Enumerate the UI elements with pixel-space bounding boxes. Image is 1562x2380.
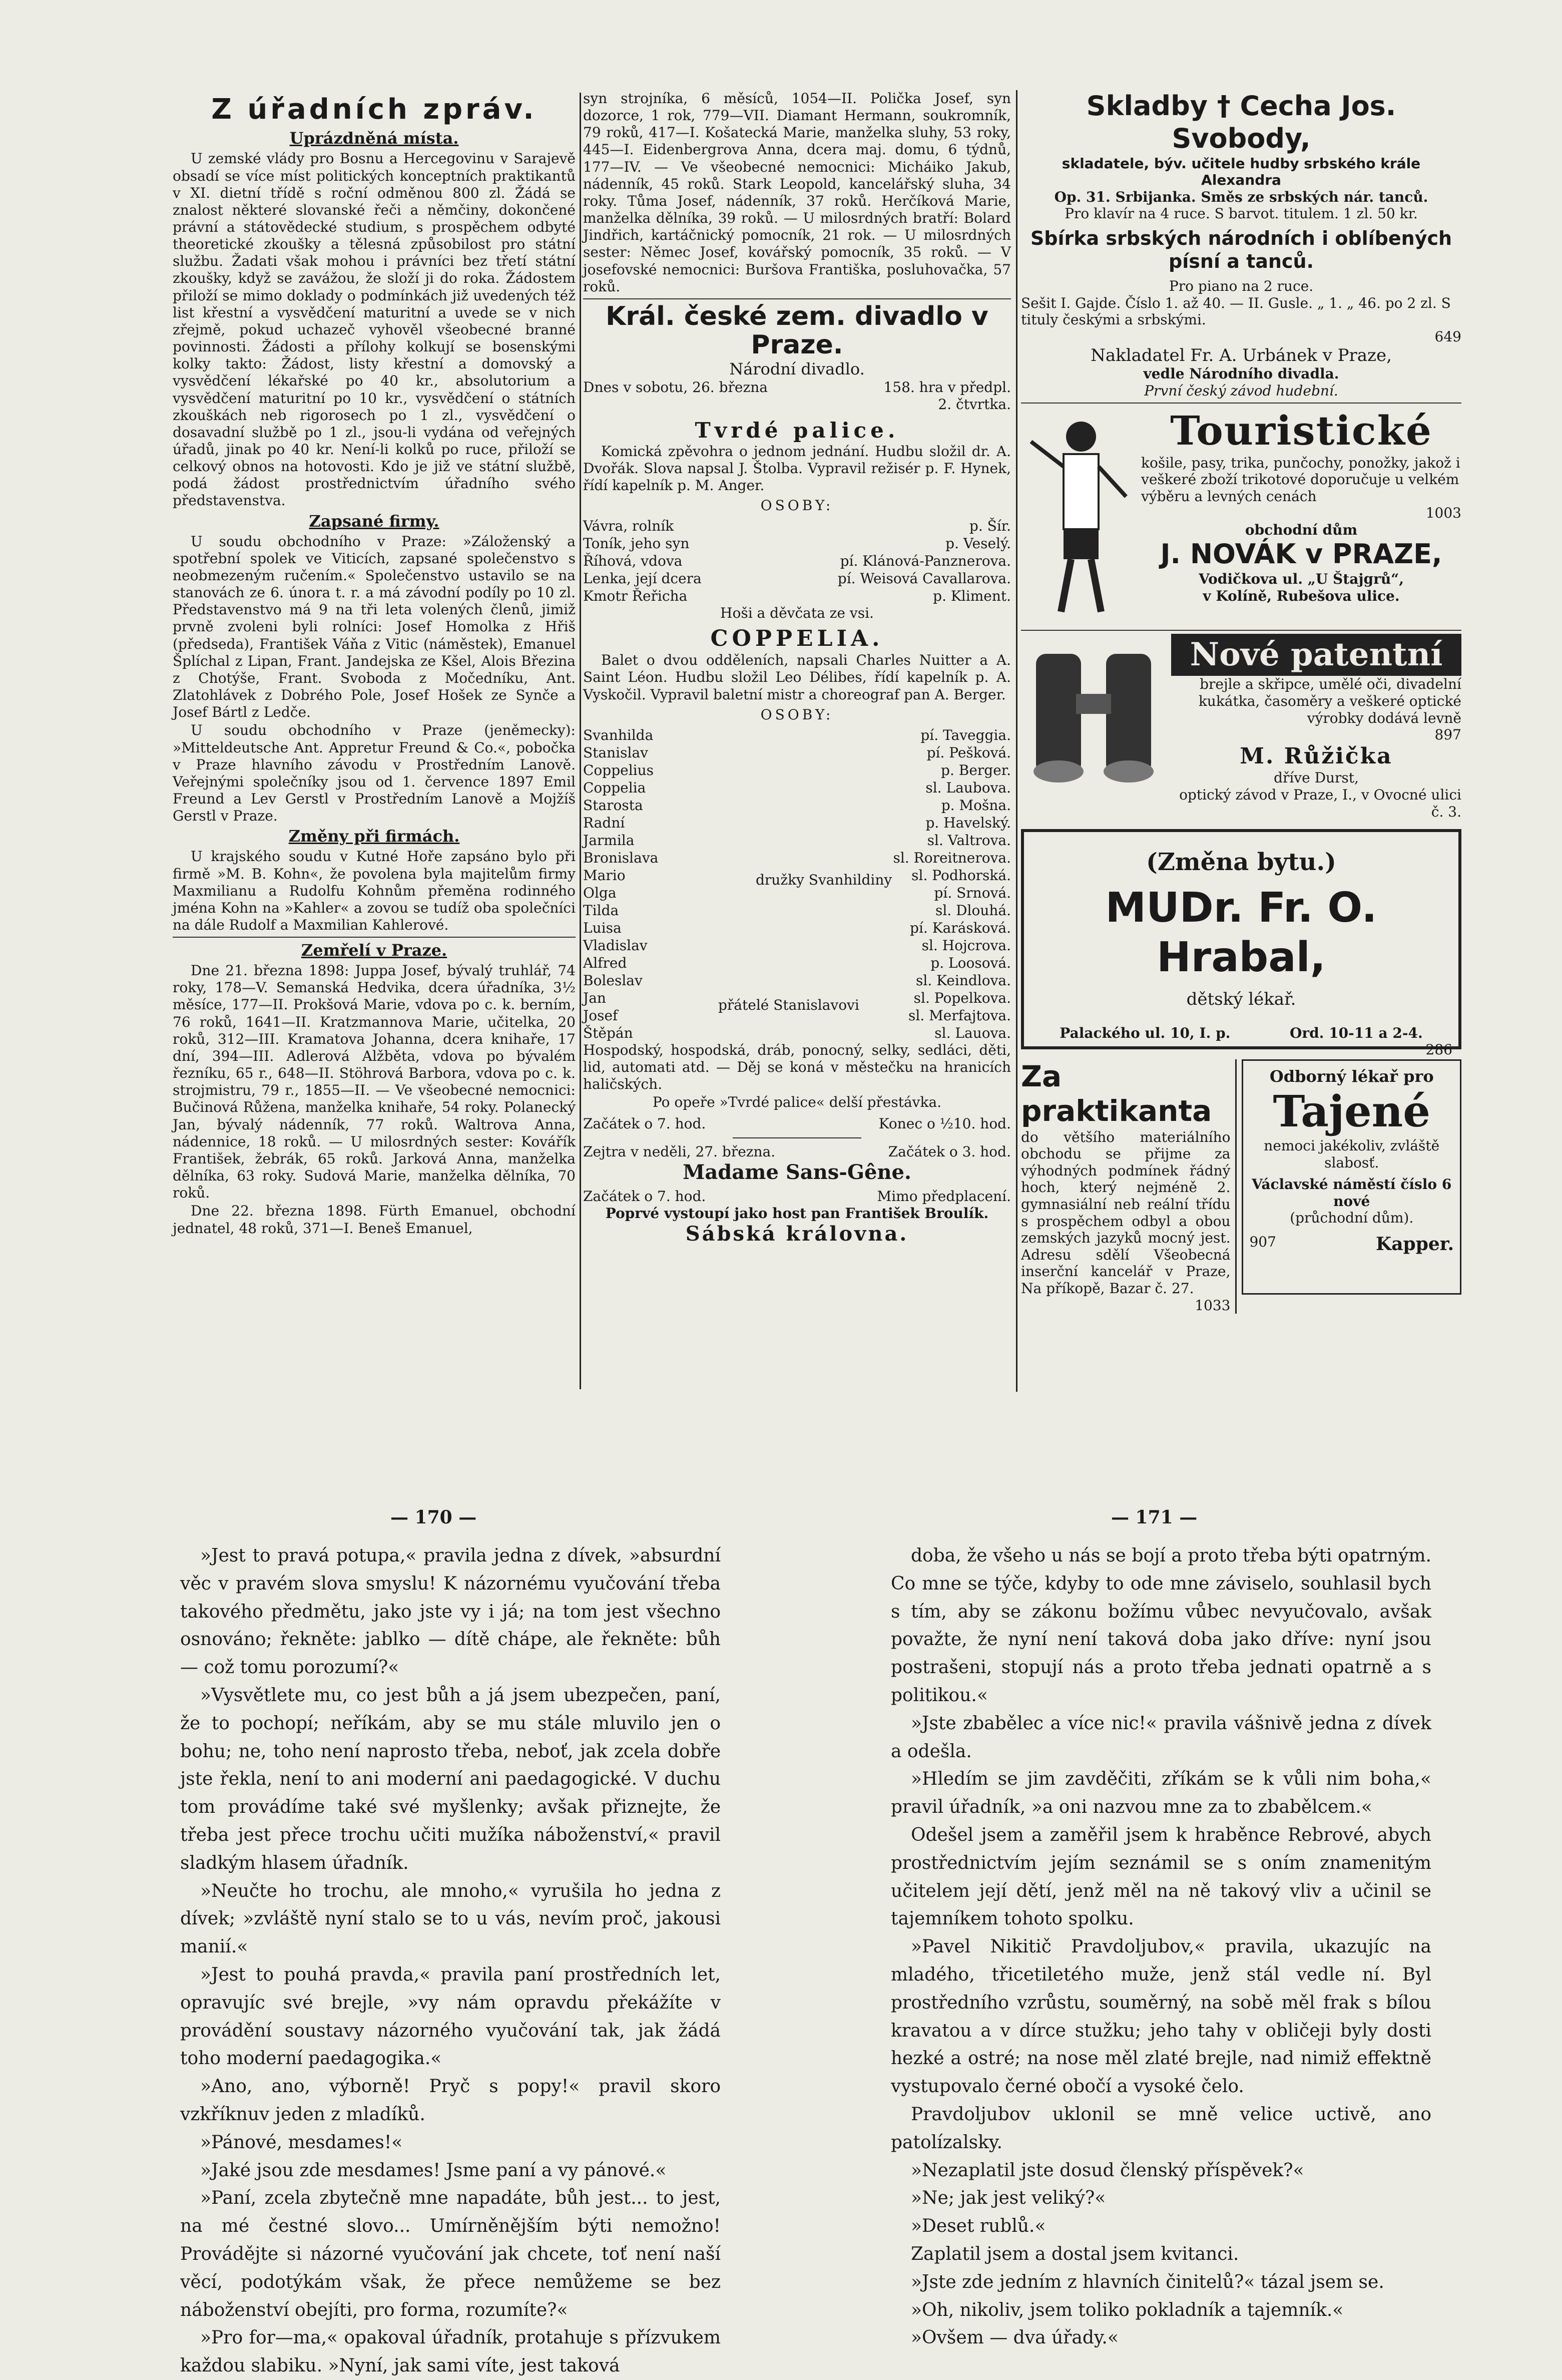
play2-title: COPPELIA. — [710, 625, 884, 651]
start-line-1 — [583, 1115, 1011, 1132]
cast-role: Jan — [583, 989, 606, 1006]
theatre-title: Král. české zem. divadlo v Praze. — [606, 301, 988, 360]
cast-role: Kmotr Řeřicha — [583, 588, 688, 605]
deaths-continued: syn strojníka, 6 měsíců, 1054—II. Polička Josef, syn dozorce, 1 rok, 779—VII. Diamant Hermann, soukromník, 79 roků, 417—I. Košatecká Marie, manželka sluhy, 53 roky, 445—I. Eidenbergrova Anna, dcera maj. domu, 6 týdnů, 177—IV. — Ve všeobecné nemocnici: Micháiko Jakub, nádenník, 45 roků. Stark Leopold, kancelářský sluha, 34 roky. Tůma Josef, nádenník, 37 roků. Herčíková Marie, manželka dělníka, 39 roků. — U milosrdných bratří: Bolard Jindřich, kartáčnický pomocník, 21 rok. — U milosrdných sester: Němec Josef, kovářský pomocník, 35 roků. — V josefovské nemocnici: Buršova Františka, posluhovačka, 57 roků. — [583, 90, 1011, 295]
story-paragraph: Zaplatil jsem a dostal jsem kvitanci. — [911, 2243, 1239, 2264]
ad-svoboda-publisher: Nakladatel Fr. A. Urbánek v Praze, — [1091, 345, 1392, 365]
ad-praktikant-num: 1033 — [1195, 1297, 1231, 1314]
cast-actor: sl. Roreitnerova. — [893, 849, 1011, 866]
divider — [733, 1137, 861, 1138]
story-paragraph: »Pro for—ma,« opakoval úřadník, protahuje s přízvukem každou slabiku. »Nyní, jak sami víte, jest taková — [180, 2327, 721, 2376]
section-title: Z úřadních zpráv. — [211, 93, 537, 126]
ad-hrabal-num: 286 — [1425, 1041, 1452, 1058]
cast2-row — [583, 814, 1011, 832]
ad-svoboda-sub: skladatele, býv. učitele hudby srbského krále Alexandra — [1062, 155, 1421, 189]
cast-actor: p. Havelský. — [925, 814, 1011, 831]
cast-role: Vávra, rolník — [583, 518, 674, 535]
ad-ruzicka-formerly: dříve Durst, — [1274, 769, 1359, 786]
theatre-subtitle: Národní divadlo. — [729, 359, 865, 379]
ad-kapper — [1242, 1059, 1461, 1295]
ad-svoboda-items: Sešit I. Gajde. Číslo 1. až 40. — II. Gusle. „ 1. „ 46. po 2 zl. S tituly českými a srbskými. — [1021, 294, 1451, 328]
ad-hrabal-addr: Palackého ul. 10, I. p. — [1060, 1024, 1231, 1041]
ad-novak-branch: v Kolíně, Rubešova ulice. — [1203, 587, 1400, 604]
cast2-row — [583, 919, 1011, 937]
vacancies-heading: Uprázdněná místa. — [289, 129, 459, 148]
date-line — [583, 379, 1011, 396]
cast2-row — [583, 797, 1011, 814]
cast-role: Vladislav — [583, 937, 648, 954]
cast-list-1 — [583, 517, 1011, 605]
cast-role: Říhová, vdova — [583, 553, 683, 570]
ad-hrabal-info — [1030, 1025, 1452, 1042]
ad-svoboda-piano: Pro piano na 2 ruce. — [1169, 278, 1314, 295]
story-paragraph: »Jste zde jedním z hlavních činitelů?« tázal jsem se. — [911, 2271, 1384, 2292]
cast-role: Štěpán — [583, 1024, 633, 1041]
story-paragraph: »Ovšem — dva úřady.« — [911, 2327, 1119, 2348]
play1-title: Tvrdé palice. — [695, 418, 899, 443]
cast-actor: sl. Podhorská. — [911, 867, 1011, 884]
story-paragraph: »Hledím se jim zavděčiti, zříkám se k vůli nim boha,« pravil úřadník, »a oni nazvou mne za to zbabělcem.« — [891, 1769, 1431, 1818]
ad-praktikant — [1021, 1059, 1237, 1314]
cast1-row — [583, 535, 1011, 552]
cast-actor: sl. Laubova. — [925, 779, 1011, 796]
divider — [1021, 630, 1461, 631]
cast-role: Tilda — [583, 902, 619, 919]
ad-bottom-row — [1021, 1059, 1461, 1314]
deaths-text-1: Dne 21. března 1898: Juppa Josef, bývalý truhlář, 74 roky, 178—V. Semanská Hedvika, dcera úřadníka, 3½ měsíce, 177—II. Prokšová Marie, vdova po c. k. berním, 76 roků, 1641—II. Kratzmannova Marie, učitelka, 20 roků, 312—III. Kramatova Johanna, dcera knihaře, 17 dní, 394—III. Adlerová Alžběta, vdova po bývalém řezníku, 65 r., 648—II. Stöhrová Barbora, vdova po c. k. strojmistru, 79 r., 1855—II. — Ve všeobecné nemocnici: Bučinová Růžena, manželka knihaře, 54 roky. Polanecký Jan, bývalý nádenník, 77 roků. Waltrova Anna, nádennice, 18 roků. — U milosrdných sester: Kovářík František, žebrák, 65 roků. Jarková Anna, manželka dělníka, 63 roky. Sudová Marie, manželka dělníka, 70 roků. — [173, 962, 576, 1202]
story-paragraph: »Paní, zcela zbytečně mne napadáte, bůh jest... to jest, na mé čestné slovo... Umírněnějším býti nemožno! Provádějte si názorné vyučování jak chcete, toť není naší věcí, podotýkám však, že přece nemůžeme se bez náboženství obejíti, pro forma, rozumíte?« — [180, 2188, 721, 2320]
date-right: 158. hra v předpl. — [883, 379, 1011, 396]
story-page-right — [891, 1542, 1431, 2352]
ad-ruzicka-name: M. Růžička — [1240, 743, 1393, 769]
cast-label: OSOBY: — [760, 497, 834, 514]
story-paragraph: Pravdoljubov uklonil se mně velice uctivě, ano patolízalsky. — [891, 2104, 1431, 2153]
ad-hrabal-role: dětský lékař. — [1186, 989, 1296, 1009]
cast2-row — [583, 902, 1011, 919]
page-number-right: — 171 — — [1111, 1507, 1198, 1528]
cast-actor: p. Loosová. — [930, 954, 1011, 971]
cast-list-2-wrap — [583, 726, 1011, 1042]
group-label-1: družky Svanhildiny — [756, 871, 892, 888]
story-paragraph: »Neučte ho trochu, ale mnoho,« vyrušila ho jedna z dívek; »zvláště nyní stalo se to u vás, nevím proč, jakousi manií.« — [180, 1880, 721, 1957]
story-paragraph: »Nezaplatil jste dosud členský příspěvek?« — [911, 2160, 1304, 2181]
cast-role: Svanhilda — [583, 726, 654, 743]
firms-heading: Zapsané firmy. — [309, 511, 439, 531]
cast2-row — [583, 744, 1011, 761]
cast-role: Starosta — [583, 797, 643, 814]
ad-kapper-passage: (průchodní dům). — [1290, 1210, 1414, 1227]
cast1-extra: Hoši a děvčata ze vsi. — [720, 605, 874, 622]
page-number-left: — 170 — — [390, 1507, 477, 1528]
ad-hrabal-change: (Změna bytu.) — [1146, 848, 1336, 876]
ad-novak-body — [1141, 407, 1461, 605]
cast-actor: pí. Weisová Cavallarova. — [837, 570, 1011, 587]
ad-kapper-text: nemoci jakékoliv, zvláště slabosť. — [1264, 1137, 1440, 1171]
cast-role: Radní — [583, 814, 625, 831]
date-right-2: 2. čtvrtka. — [938, 396, 1011, 413]
story-paragraph: »Vysvětlete mu, co jest bůh a já jsem ubezpečen, paní, že to pochopí; neříkám, aby se mu stále mluvilo jen o bohu; ne, toho není naprosto třeba, neboť, jak zcela dobře jste řekla, není to ani moderní ani paedagogické. V duchu tom provádíme také své myšlenky; avšak přiznejte, že třeba jest přece trochu učiti mužíka náboženství,« pravil sladkým hlasem úřadník. — [180, 1685, 721, 1873]
cast-role: Josef — [583, 1007, 618, 1024]
sunday-right: Začátek o 3. hod. — [888, 1143, 1011, 1160]
deaths-text-2: Dne 22. března 1898. Fürth Emanuel, obchodní jednatel, 48 roků, 371—I. Beneš Emanuel, — [173, 1203, 576, 1237]
cast-actor: p. Veselý. — [945, 535, 1011, 552]
cast-actor: pí. Pešková. — [926, 744, 1011, 761]
firms-text-2: U soudu obchodního v Praze (jeněmecky): »Mitteldeutsche Ant. Appretur Freund & Co.«, pobočka v Praze hlavního závodu v Prostředním Lanově. Veřejnými společníky jsou od 1. července 1897 Emil Freund a Lev Gerstl v Prostředním Lanově a Mojžíš Gerstl v Praze. — [173, 722, 576, 825]
cast-role: Mario — [583, 867, 626, 884]
cast-role: Coppelia — [583, 779, 646, 796]
story-paragraph: »Jest to pouhá pravda,« pravila paní prostředních let, opravujíc své brejle, »vy nám opravdu překážíte v provádění soustavy názorného vyučování tak, jak žádá toho moderní paedagogika.« — [180, 1964, 721, 2069]
cast-role: Luisa — [583, 919, 622, 936]
ads-column — [1021, 90, 1461, 1314]
tourist-figure-icon — [1021, 412, 1136, 622]
cast-role: Stanislav — [583, 744, 648, 761]
cast-role: Lenka, její dcera — [583, 570, 702, 587]
column-rule-1 — [580, 93, 581, 1389]
cast-actor: sl. Merfajtova. — [908, 1007, 1011, 1024]
news-column-left — [173, 93, 576, 1238]
cast-actor: p. Mošna. — [941, 797, 1011, 814]
story-paragraph: »Jaké jsou zde mesdames! Jsme paní a vy pánové.« — [200, 2160, 667, 2181]
cast2-row — [583, 972, 1011, 989]
play3-title: Madame Sans-Gêne. — [683, 1160, 911, 1184]
cast1-row — [583, 517, 1011, 535]
news-column-middle — [583, 90, 1011, 1247]
story-paragraph: doba, že všeho u nás se bojí a proto třeba býti opatrným. Co mne se týče, kdyby to ode mne záviselo, souhlasil bych s tím, aby se zákonu božímu vůbec nevyučovalo, avšak považte, že nyní není taková doba jako dříve: nyní jsou postrašeni, stopují nás a proto třeba jednati opatrně a s politikou.« — [891, 1545, 1431, 1706]
cast-actor: sl. Valtrova. — [927, 832, 1011, 849]
cast-actor: p. Kliment. — [933, 588, 1011, 605]
start-1: Začátek o 7. hod. — [583, 1115, 706, 1132]
start-line-2 — [583, 1188, 1011, 1205]
ad-ruzicka-text: brejle a skřipce, umělé oči, divadelní kukátka, časoměry a veškeré optické výrobky dodává levně — [1198, 676, 1461, 726]
ad-ruzicka-body — [1171, 634, 1461, 821]
ad-novak-addr: Vodičkova ul. „U Štajgrů“, — [1198, 571, 1404, 588]
cast-role: Bronislava — [583, 849, 659, 866]
ad-svoboda-publisher2: vedle Národního divadla. — [1143, 365, 1339, 382]
ad-kapper-addr: Václavské náměstí číslo 6 nové — [1252, 1176, 1452, 1210]
cast-actor: p. Berger. — [941, 761, 1011, 778]
divider — [583, 298, 1011, 299]
ad-kapper-head: Odborný lékař pro — [1269, 1066, 1434, 1086]
changes-text: U krajského soudu v Kutné Hoře zapsáno bylo při firmě »M. B. Kohn«, že povolena byla majitelům firmy Maxmilianu a Rudolfu Kohnům přeměna rodinného jména Kohn na »Kahler« a zovou se tudíž oba společníci na dále Rudolf a Maxmilian Kahlerové. — [173, 848, 576, 933]
ad-praktikant-text: do většího materiálního obchodu se přijme za výhodných podmínek řádný hoch, který nejméně 2. gymnasiální neb reální třídu s prospěchem odbyl a obou zemských jazyků mocný jest. Adresu sdělí Všeobecná inserční kancelář v Praze, Na příkopě, Bazar č. 27. — [1021, 1128, 1231, 1297]
play1-desc: Komická zpěvohra o jednom jednání. Hudbu složil dr. A. Dvořák. Slova napsal J. Štolba. Vypravil režisér p. F. Hynek, řídí kapelník p. M. Anger. — [583, 443, 1011, 494]
cast-actor: sl. Hojcrova. — [921, 937, 1011, 954]
ad-kapper-footer — [1249, 1234, 1454, 1255]
ad-ruzicka — [1021, 634, 1461, 824]
divider — [173, 937, 576, 938]
ad-kapper-big: Tajené — [1273, 1086, 1431, 1137]
ad-hrabal — [1021, 829, 1461, 1058]
divider — [1021, 403, 1461, 404]
cast1-row — [583, 587, 1011, 605]
cast-actor: sl. Dlouhá. — [935, 902, 1011, 919]
cast-role: Jarmila — [583, 832, 635, 849]
story-paragraph: Odešel jsem a zaměřil jsem k hraběnce Rebrové, abych prostřednictvím jejím seznámil se s oním znamenitým učitelem její dětí, jenž měl na ně takový vliv a učinil se tajemníkem tohoto spolku. — [891, 1824, 1431, 1929]
guest-note: Poprvé vystoupí jako host pan František Broulík. — [605, 1205, 989, 1222]
play2-desc: Balet o dvou odděleních, napsali Charles Nuitter a A. Saint Léon. Hudbu složil Leo Délibes, řídí kapelník p. A. Vyskočil. Vypravil baletní mistr a choreograf pan A. Berger. — [583, 652, 1011, 703]
story-paragraph: »Pánové, mesdames!« — [200, 2132, 403, 2153]
ad-hrabal-hours: Ord. 10-11 a 2-4. — [1289, 1024, 1423, 1041]
cast-actor: sl. Popelkova. — [913, 989, 1011, 1006]
cast-actor: sl. Lauova. — [934, 1024, 1011, 1041]
cast-actor: pí. Karásková. — [910, 919, 1011, 936]
ad-svoboda-title: Skladby † Cecha Jos. Svobody, — [1086, 90, 1396, 154]
cast-actor: p. Šír. — [969, 518, 1011, 535]
binoculars-icon — [1021, 644, 1171, 794]
cast-role: Toník, jeho syn — [583, 535, 690, 552]
sunday-line — [583, 1143, 1011, 1160]
ad-svoboda-op2: Pro klavír na 4 ruce. S barvot. titulem. 1 zl. 50 kr. — [1065, 205, 1418, 222]
sunday-left: Zejtra v neděli, 27. března. — [583, 1143, 776, 1160]
ad-ruzicka-num: 897 — [1434, 726, 1461, 743]
cast-role: Boleslav — [583, 972, 643, 989]
cast1-row — [583, 552, 1011, 570]
cast2-extra: Hospodský, hospodská, dráb, ponocný, selky, sedláci, děti, lid, automati atd. — Děj se koná v městečku na hranicích haličských. — [583, 1041, 1011, 1093]
cast-actor: pí. Klánová-Panznerova. — [840, 553, 1011, 570]
ad-kapper-name: Kapper. — [1375, 1234, 1454, 1255]
cast-actor: pí. Srnová. — [934, 884, 1011, 901]
ad-novak-num: 1003 — [1425, 505, 1461, 522]
cast2-row — [583, 937, 1011, 954]
story-paragraph: »Oh, nikoliv, jsem toliko pokladník a tajemník.« — [911, 2299, 1344, 2320]
ad-novak-text: košile, pasy, trika, punčochy, ponožky, jakož i veškeré zboží trikotové doporučuje u velkém výběru a levných cenách — [1141, 454, 1460, 505]
cast2-row — [583, 726, 1011, 744]
date-left: Dnes v sobotu, 26. března — [583, 379, 768, 396]
cast2-row — [583, 761, 1011, 779]
story-paragraph: »Pavel Nikitič Pravdoljubov,« pravila, ukazujíc na mladého, třicetiletého muže, jenž stál vedle ní. Byl prostředního vzrůstu, souměrný, na sobě měl frak s bílou kravatou a v dírce stužku; jeho tahy v obličeji byly dosti hezké a ostré; na nose měl zlaté brejle, nad nimiž effektně vystupovalo černé obočí a vysoké čelo. — [891, 1936, 1431, 2097]
vacancies-text: U zemské vlády pro Bosnu a Hercegovinu v Sarajevě obsadí se více míst politických konceptních praktikantů v XI. dietní třídě s roční odměnou 800 zl. Žádá se znalost některé slovanské řeči a němčiny, dokončené právní a státovědecké studium, s prospěchem odbyté theoretické zkoušky a tělesná způsobilost pro státní službu. Žadati však mohou i právníci bez třetí státní zkoušky, když se zavážou, že složí ji do roka. Žádostem přiloží se mimo doklady o podmínkách již uvedených též list křestní a vysvědčení maturitní a uvede se v nich zřejmě, pokud uchazeč vyhověl všeobecné branné povinnosti. Žádosti a přílohy kolkují se bosenskými kolky takto: Žádost, listy křestní a domovský a vysvědčení lékařské po 40 kr., absolutorium a vysvědčení maturitní po 10 kr., vysvědčení o státních zkouškách neb rigorosech po 1 zl., vysvědčení o dosavadní službě po 1 zl., jsou-li vydána od veřejných úřadů, jinak po 40 kr. Není-li kolků po ruce, přiloží se celkový obnos na hotovosti. Kdo je již ve státní službě, podá žádost prostřednictvím úřadního svého představenstva. — [173, 150, 576, 509]
cast2-row — [583, 954, 1011, 972]
cast-actor: pí. Taveggia. — [920, 726, 1011, 743]
ad-praktikant-title: Za praktikanta — [1021, 1059, 1212, 1128]
after-note: Po opeře »Tvrdé palice« delší přestávka. — [652, 1094, 942, 1111]
deaths-heading: Zemřelí v Praze. — [301, 941, 447, 960]
cast-role: Olga — [583, 884, 617, 901]
cast-label-2: OSOBY: — [760, 706, 834, 723]
story-paragraph: »Jste zbabělec a více nic!« pravila vášnivě jedna z dívek a odešla. — [891, 1713, 1431, 1762]
changes-heading: Změny při firmách. — [288, 827, 460, 846]
cast2-row — [583, 849, 1011, 867]
cast-role: Alfred — [583, 954, 627, 971]
ad-novak-house: obchodní dům — [1245, 521, 1358, 538]
story-paragraph: »Ano, ano, výborně! Pryč s popy!« pravil skoro vzkříknuv jeden z mladíků. — [180, 2076, 721, 2125]
cast2-row — [583, 1024, 1011, 1042]
group-label-2: přátelé Stanislavovi — [718, 996, 859, 1013]
cast2-row — [583, 779, 1011, 797]
cast1-row — [583, 570, 1011, 587]
ad-kapper-num: 907 — [1249, 1234, 1276, 1251]
start-2-right: Mimo předplacení. — [877, 1187, 1011, 1205]
ad-novak-name: J. NOVÁK v PRAZE, — [1160, 538, 1442, 570]
story-paragraph: »Deset rublů.« — [911, 2216, 1046, 2237]
ad-ruzicka-addr: optický závod v Praze, I., v Ovocné ulici č. 3. — [1179, 786, 1461, 820]
ad-novak-title: Touristické — [1170, 407, 1432, 454]
ad-hrabal-name: MUDr. Fr. O. Hrabal, — [1105, 884, 1377, 981]
story-page-left — [180, 1542, 721, 2380]
ad-novak — [1021, 407, 1461, 627]
ad-ruzicka-title: Nové patentní — [1171, 634, 1461, 676]
cast-actor: sl. Keindlova. — [916, 972, 1011, 989]
firms-text-1: U soudu obchodního v Praze: »Záloženský a spotřební spolek ve Viticích, zapsané společenstvo s neobmezeným ručením.« Společenstvo ustavilo se na stanovách ze 6. února t. r. a má závodní podíly po 10 zl. Představenstvo má 9 na tři leta volených členů, jimiž prvně zvoleni byli rolníci: Josef Homolka z Hřiš (předseda), František Váňa z Vitic (náměstek), Emanuel Šplíchal z Lipan, Frant. Jandejska ze Kšel, Alois Březina z Chotýše, Frant. Svoboda z Močedníku, Ant. Zlatohlávek z Dobrého Pole, Josef Hošek ze Synče a Josef Bártl z Ledče. — [173, 533, 576, 721]
cast-role: Coppelius — [583, 761, 654, 778]
start-2: Začátek o 7. hod. — [583, 1187, 706, 1205]
ad-svoboda — [1021, 90, 1461, 400]
play4-title: Sábská královna. — [685, 1222, 909, 1246]
story-paragraph: »Jest to pravá potupa,« pravila jedna z dívek, »absurdní věc v pravém slova smyslu! K názornému vyučování třeba takového předmětu, jako jste vy i já; na tom jest všechno osnováno; řekněte: jablko — dítě chápe, ale řekněte: bůh — což tomu porozumí?« — [180, 1545, 721, 1678]
story-paragraph: »Ne; jak jest veliký?« — [911, 2188, 1106, 2209]
column-rule-2 — [1016, 90, 1017, 1392]
end-1: Konec o ½10. hod. — [878, 1115, 1011, 1132]
ad-svoboda-publisher3: První český závod hudební. — [1144, 382, 1338, 399]
ad-svoboda-num: 649 — [1434, 328, 1461, 345]
ad-svoboda-op: Op. 31. Srbijanka. Směs ze srbských nár. tanců. — [1054, 188, 1428, 205]
cast2-row — [583, 832, 1011, 849]
ad-svoboda-collection: Sbírka srbských národních i oblíbených písní a tanců. — [1030, 227, 1452, 272]
